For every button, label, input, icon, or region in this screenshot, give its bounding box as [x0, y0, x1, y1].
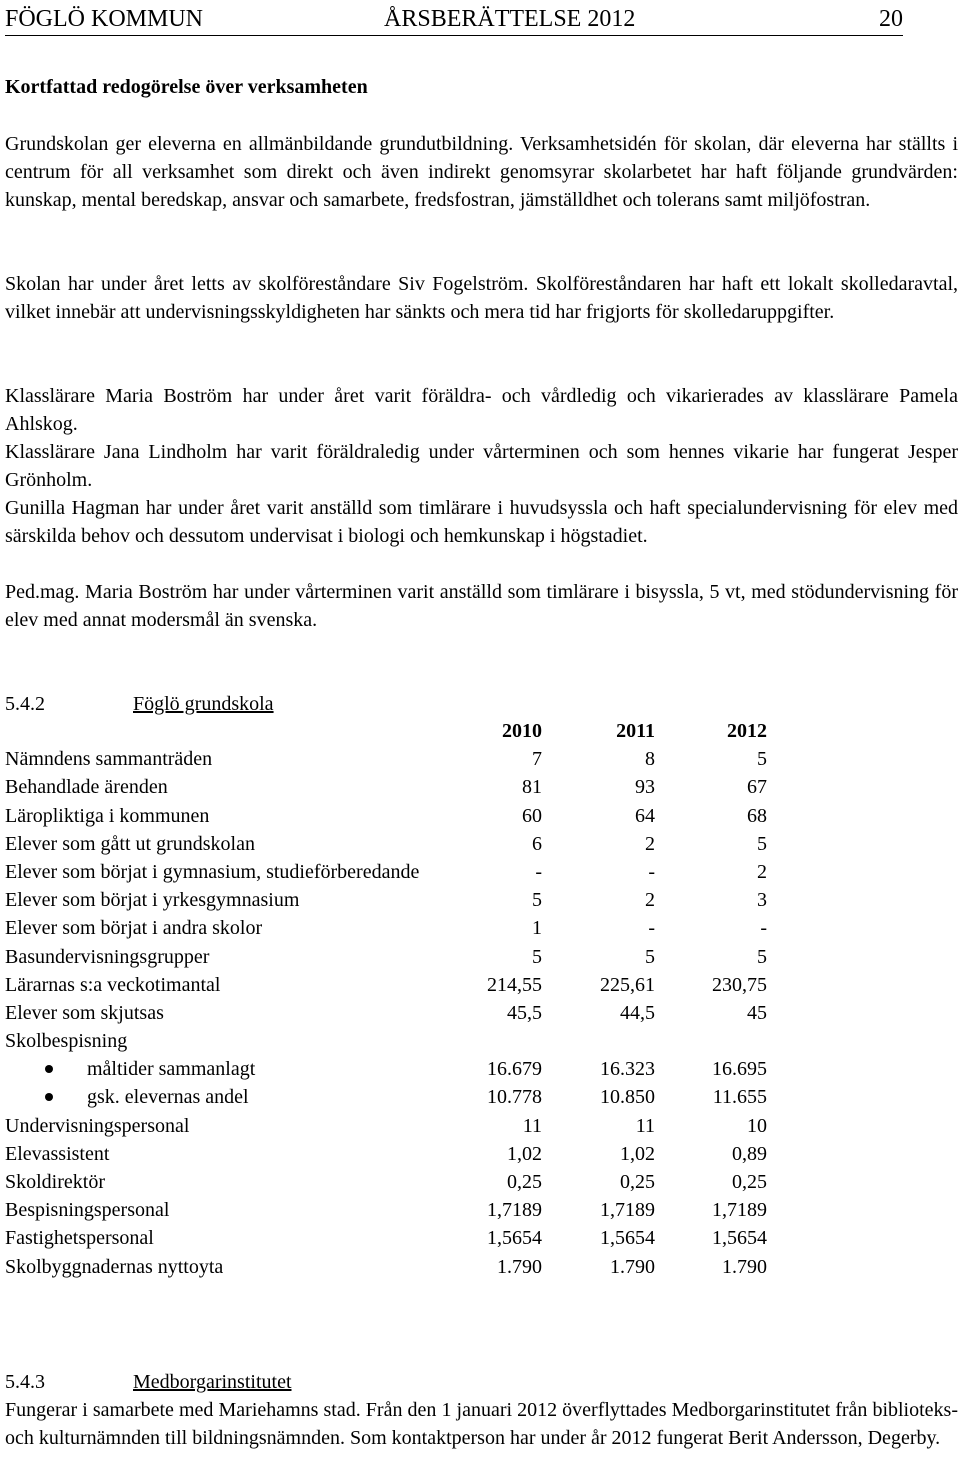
row-label: Läropliktiga i kommunen [5, 804, 210, 827]
row-label: Elever som börjat i gymnasium, studieförberedande [5, 860, 420, 883]
row-value: 10.778 [487, 1086, 542, 1109]
table-row [5, 1140, 775, 1168]
year-header: 2012 [727, 720, 767, 742]
row-value: 45,5 [507, 1001, 542, 1024]
row-value: 6 [532, 832, 542, 855]
row-value: 225,61 [600, 973, 655, 996]
table-row [5, 1224, 775, 1252]
row-value: 230,75 [712, 973, 767, 996]
row-label: Nämndens sammanträden [5, 748, 213, 771]
row-value: 0,25 [507, 1171, 542, 1193]
row-value: 1,7189 [712, 1199, 767, 1222]
table-row [5, 773, 775, 801]
row-value: 45 [747, 1001, 767, 1024]
table-row [5, 999, 775, 1027]
row-value: 3 [757, 889, 767, 912]
table-row [5, 802, 775, 830]
section-title-text: Föglö grundskola [133, 693, 274, 715]
table-row [5, 1168, 775, 1196]
table-row [5, 914, 775, 942]
row-value: 5 [757, 748, 767, 771]
row-label: Undervisningspersonal [5, 1114, 190, 1137]
row-value: 5 [532, 889, 542, 912]
section-title-542 [5, 690, 274, 718]
section-heading: Kortfattad redogörelse över verksamheten [5, 76, 368, 98]
table-row [5, 886, 775, 914]
row-label: gsk. elevernas andel [87, 1086, 249, 1109]
row-value: 64 [635, 804, 655, 827]
row-value: 60 [522, 804, 542, 827]
paragraph-staff-pedmag: Ped.mag. Maria Boström har under vårterminen varit anställd som timlärare i bisyssla, 5 vt, med stödundervisning för elev med annat modersmål än svenska. [5, 581, 958, 631]
section-number: 5.4.3 [5, 1371, 45, 1393]
page-header [5, 4, 903, 36]
table-row [5, 1196, 775, 1224]
row-label: Elever som börjat i andra skolor [5, 917, 263, 940]
row-value: 67 [747, 776, 767, 799]
row-value: 93 [635, 776, 655, 799]
row-value: 1,5654 [600, 1227, 655, 1250]
row-value: 8 [645, 748, 655, 771]
statistics-table [5, 717, 775, 1281]
year-header: 2011 [616, 720, 655, 742]
row-value: 2 [757, 860, 767, 883]
row-value: 1.790 [722, 1255, 767, 1278]
table-row [5, 943, 775, 971]
row-value: - [648, 860, 655, 883]
row-value: 16.695 [712, 1058, 767, 1081]
header-municipality: FÖGLÖ KOMMUN [5, 6, 204, 32]
row-label: Basundervisningsgrupper [5, 945, 210, 968]
row-value: 0,25 [620, 1171, 655, 1193]
table-row [5, 971, 775, 999]
row-value: 1,5654 [712, 1227, 767, 1250]
table-row [5, 1055, 775, 1083]
row-label: Bespisningspersonal [5, 1199, 170, 1222]
row-value: 2 [645, 832, 655, 855]
section-number: 5.4.2 [5, 693, 45, 715]
row-value: 11.655 [712, 1086, 767, 1109]
year-header: 2010 [502, 720, 542, 742]
table-row [5, 1253, 775, 1281]
row-value: 1.790 [497, 1255, 542, 1278]
header-report-title: ÅRSBERÄTTELSE 2012 [384, 6, 636, 32]
row-value: 5 [757, 832, 767, 855]
header-page-number: 20 [879, 6, 903, 32]
row-value: 5 [645, 945, 655, 968]
row-value: 0,25 [732, 1171, 767, 1193]
row-label: Skolbyggnadernas nyttoyta [5, 1255, 224, 1278]
row-value: 5 [757, 945, 767, 968]
row-value: 11 [522, 1114, 542, 1137]
row-label: Elever som skjutsas [5, 1001, 164, 1024]
table-row [5, 745, 775, 773]
row-label: Elever som börjat i yrkesgymnasium [5, 889, 300, 912]
row-value: 16.679 [487, 1058, 542, 1081]
row-value: 1 [532, 917, 542, 940]
section-title-text: Medborgarinstitutet [133, 1371, 292, 1393]
row-value: 10 [747, 1114, 767, 1137]
row-value: 0,89 [732, 1142, 767, 1165]
row-value: 44,5 [620, 1001, 655, 1024]
row-value: 5 [532, 945, 542, 968]
table-row [5, 1112, 775, 1140]
row-value: 1,5654 [487, 1227, 542, 1250]
paragraph-mission: Grundskolan ger eleverna en allmänbildande grundutbildning. Verksamhetsidén för skolan, där eleverna har ställts i centrum för all verksamhet som direkt och även indirekt genomsyrar skolarbetet har haft följande grundvärden: kunskap, mental beredskap, ansvar och samarbete, fredsfostran, jämställdhet och tolerans samt miljöfostran. [5, 133, 958, 211]
row-label: Elever som gått ut grundskolan [5, 832, 255, 855]
paragraph-leadership: Skolan har under året letts av skolföreståndare Siv Fogelström. Skolföreståndaren har haft ett lokalt skolledaravtal, vilket innebär att undervisningsskyldigheten har sänkts och mera tid har frigjorts för skolledaruppgifter. [5, 273, 958, 323]
row-label: Behandlade ärenden [5, 776, 168, 799]
bullet-icon [45, 1065, 53, 1073]
row-label: måltider sammanlagt [87, 1058, 256, 1081]
paragraph-staff-hagman: Gunilla Hagman har under året varit anställd som timlärare i huvudsyssla och haft specialundervisning för elev med särskilda behov och dessutom undervisat i biologi och hemkunskap i högstadiet. [5, 497, 958, 547]
paragraph-staff-lindholm: Klasslärare Jana Lindholm har varit föräldraledig under vårterminen och som hennes vikarie har fungerat Jesper Grönholm. [5, 441, 958, 491]
row-value: 7 [532, 748, 542, 771]
paragraph-staff-bostrom: Klasslärare Maria Boström har under året varit föräldra- och vårdledig och vikarierades av klasslärare Pamela Ahlskog. [5, 385, 958, 435]
table-row [5, 1083, 775, 1111]
row-value: - [648, 917, 655, 940]
row-value: 1,7189 [600, 1199, 655, 1222]
row-label: Elevassistent [5, 1142, 110, 1165]
section-title-543 [5, 1368, 292, 1396]
row-value: 81 [522, 776, 542, 799]
row-value: 11 [635, 1114, 655, 1137]
table-row [5, 1027, 775, 1055]
row-value: - [760, 917, 767, 940]
row-value: 68 [747, 804, 767, 827]
paragraph-medborgarinstitutet: Fungerar i samarbete med Mariehamns stad. Från den 1 januari 2012 överflyttades Medborgarinstitutet från biblioteks- och kulturnämnden till bildningsnämnden. Som kontaktperson har under år 2012 fungerat Berit Andersson, Degerby. [5, 1399, 958, 1449]
row-value: 214,55 [487, 973, 542, 996]
row-label: Fastighetspersonal [5, 1227, 154, 1250]
table-row [5, 858, 775, 886]
row-value: 1,7189 [487, 1199, 542, 1222]
row-label: Lärarnas s:a veckotimantal [5, 973, 221, 996]
row-label: Skolbespisning [5, 1030, 128, 1053]
row-value: 10.850 [600, 1086, 655, 1109]
row-value: 2 [645, 889, 655, 912]
table-header-row [5, 717, 775, 745]
table-row [5, 830, 775, 858]
row-value: 16.323 [600, 1058, 655, 1081]
row-value: 1,02 [507, 1142, 542, 1165]
bullet-icon [45, 1093, 53, 1101]
row-value: 1.790 [610, 1255, 655, 1278]
row-value: 1,02 [620, 1142, 655, 1165]
row-value: - [535, 860, 542, 883]
row-label: Skoldirektör [5, 1171, 105, 1193]
